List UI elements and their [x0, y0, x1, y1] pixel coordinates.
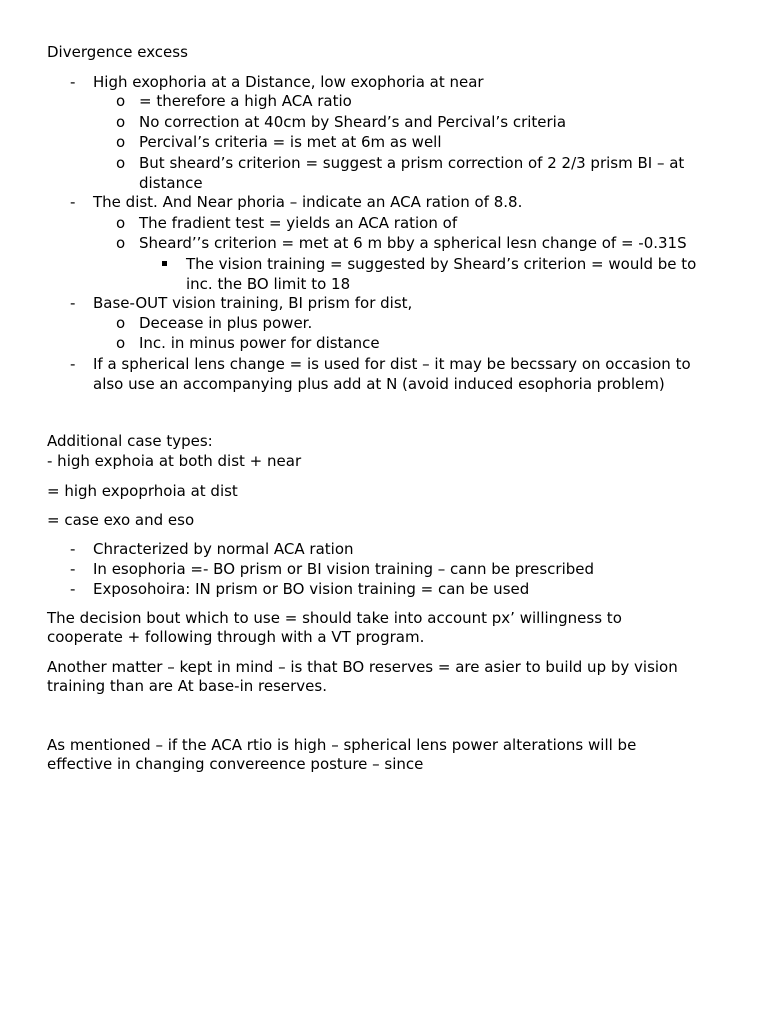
sub-bullet-text: No correction at 40cm by Sheard’s and Percival’s criteria [139, 113, 567, 131]
sub-sub-bullet-text-continued: inc. the BO limit to 18 [186, 275, 351, 293]
bullet-text: Chracterized by normal ACA ration [93, 540, 354, 558]
bullet-marker: - [70, 580, 76, 598]
sub-sub-bullet-text: The vision training = suggested by Sheard’s criterion = would be to [186, 255, 697, 273]
paragraph-line: The decision bout which to use = should take into account px’ willingness to [47, 609, 622, 627]
sub-bullet-marker: o [116, 314, 126, 332]
text-line: - high exphoia at both dist + near [47, 452, 302, 470]
sub-bullet-text: Sheard’’s criterion = met at 6 m bby a spherical lesn change of = -0.31S [139, 234, 687, 252]
paragraph-line: training than are At base-in reserves. [47, 677, 327, 695]
sub-bullet-text: But sheard’s criterion = suggest a prism correction of 2 2/3 prism BI – at [139, 154, 685, 172]
text-line: = case exo and eso [47, 511, 195, 529]
paragraph-line: effective in changing convereence posture – since [47, 755, 424, 773]
text-line: = high expoprhoia at dist [47, 482, 238, 500]
sub-bullet-marker: o [116, 154, 126, 172]
bullet-text: Base-OUT vision training, BI prism for dist, [93, 294, 413, 312]
sub-bullet-text: Percival’s criteria = is met at 6m as well [139, 133, 442, 151]
bullet-marker: - [70, 540, 76, 558]
bullet-marker: - [70, 73, 76, 91]
sub-bullet-marker: o [116, 92, 126, 110]
paragraph-line: As mentioned – if the ACA rtio is high – spherical lens power alterations will be [47, 736, 637, 754]
bullet-marker: - [70, 193, 76, 211]
bullet-text: High exophoria at a Distance, low exophoria at near [93, 73, 484, 91]
bullet-marker: - [70, 355, 76, 373]
paragraph-line: Another matter – kept in mind – is that BO reserves = are asier to build up by vision [47, 658, 678, 676]
sub-bullet-marker: o [116, 234, 126, 252]
sub-bullet-text-continued: distance [139, 174, 203, 192]
bullet-text: In esophoria =- BO prism or BI vision training – cann be prescribed [93, 560, 595, 578]
section-heading-divergence-excess: Divergence excess [47, 43, 188, 61]
sub-bullet-marker: o [116, 113, 126, 131]
sub-bullet-text: Inc. in minus power for distance [139, 334, 380, 352]
square-bullet-icon [162, 261, 167, 266]
bullet-text: If a spherical lens change = is used for dist – it may be becssary on occasion to [93, 355, 691, 373]
sub-bullet-marker: o [116, 214, 126, 232]
paragraph-line: cooperate + following through with a VT program. [47, 628, 425, 646]
sub-bullet-text: Decease in plus power. [139, 314, 313, 332]
sub-bullet-text: The fradient test = yields an ACA ration of [139, 214, 458, 232]
bullet-text: Exposohoira: IN prism or BO vision training = can be used [93, 580, 530, 598]
sub-bullet-marker: o [116, 133, 126, 151]
sub-bullet-marker: o [116, 334, 126, 352]
bullet-text-continued: also use an accompanying plus add at N (avoid induced esophoria problem) [93, 375, 665, 393]
bullet-marker: - [70, 560, 76, 578]
bullet-text: The dist. And Near phoria – indicate an ACA ration of 8.8. [93, 193, 523, 211]
bullet-marker: - [70, 294, 76, 312]
section-heading-additional-case-types: Additional case types: [47, 432, 213, 450]
sub-bullet-text: = therefore a high ACA ratio [139, 92, 352, 110]
